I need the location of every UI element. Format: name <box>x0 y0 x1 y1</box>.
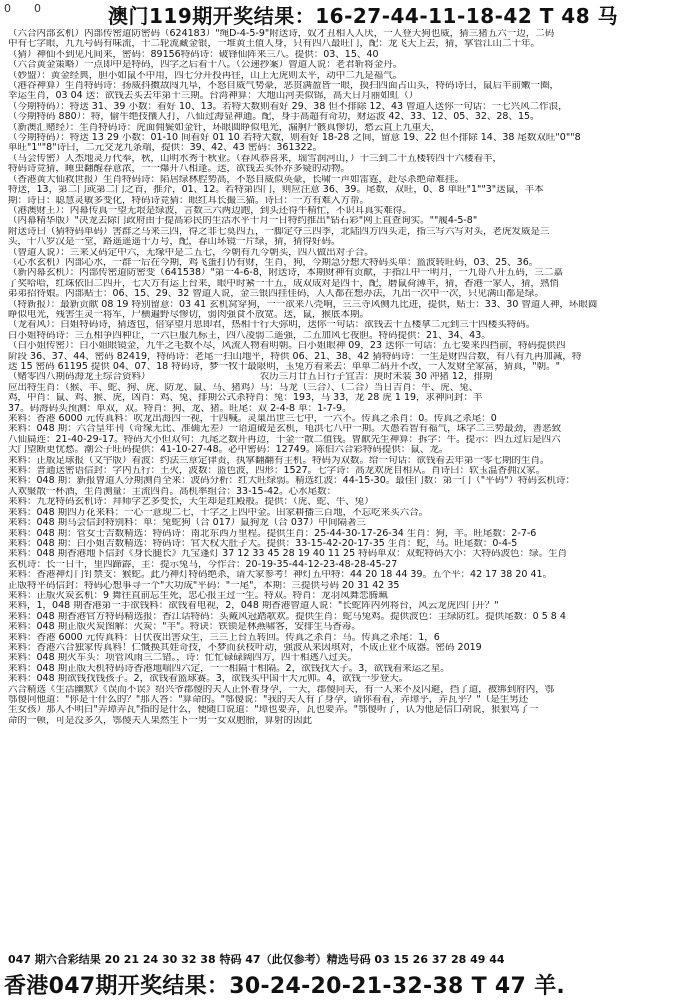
text-line: （白小姐传密）：白小姐眼镜金，九牛之毛数不尽，风流人物看明朝。白小姐眼神 09，23 送你一句话：五七要来四挡前，特码提供四 <box>8 341 566 352</box>
text-line: 来料：048 期：六合皇年刊（奇缘无比、准确无差）一语道破是玄机，龟洪七八中一期。大愚若智有福气，珠字二三势最劲，善恶致 <box>8 424 562 435</box>
text-line: 来料：048 期四万花来料：一心一意现二七，十字之上四中金。田家耕播三百地，不忘吃来买六合。 <box>8 507 429 518</box>
text-line: 来料：香港 6000 元传真料：吹龙出海四一视，十四喊。灵巢出世三七中，一六不。传真之杀肖：0。传真之杀尾：0 <box>8 414 497 425</box>
text-line: （港谷神算）生肖特码诗：扬威抖擞敌闯九阜，不怒自威气势豪，恶贯满盈皆一眼，摸扫四面占山头，特码诗曰，鼠后羊前嫩一圈， <box>8 81 560 92</box>
text-line: （曾道人说）：三来又码定中六，无缘中是二五七，今朝有九今朝买，四八做出对子合。 <box>8 247 374 258</box>
text-line: 中有七字眼，九九号码有味流，十二轮流藏金银，一堆黄土值人身，只有四八最旺门，配：龙飞天上去，猜，掌管江山二十年。 <box>8 39 541 50</box>
text-line: （心水玄机）内部心水，一群一后在今期，鸡飞蛋打仍有财，生肖，狗，今期急分想大特码买单：篮波转旺码，03、25、36。 <box>8 257 539 268</box>
text-line: 命的一顿，可是没多久，鄂傻夫人果然生下一男一女双胞胎，算射的因此 <box>8 715 313 726</box>
text-line: （六合黄金策略）一点即中是特码，四字之后看十八。（公递抄案）曾道人说：老君斩将金丹。 <box>8 60 403 71</box>
text-line: （马会传密）人杰地灵万代奉，秋，山明水秀千秋业。（春风恭喜来，瑞雪润河山，）十三到二十五楼转四十六楼看羊， <box>8 153 503 164</box>
page-title: 澳门119期开奖结果：16-27-44-11-18-42 T 48 马 <box>108 4 619 28</box>
text-line: （新澳汇赌经）：生肖特码诗：虎面佣鬓如金钎，环眼圆睁似电光，漏舸尸骸真惨切，愁云直上九重天， <box>8 122 441 133</box>
corner-mark-mid: 0 <box>34 2 41 15</box>
text-line: （今期特码 880）：特，偷牛绝技攘人打，八仙过海显神通。配，身手高超有奇功，财运波 42、33、12、05、32、28、15。 <box>8 112 540 123</box>
text-line: 鸡，中肖：鼠、鸡、猴、虎，凶肖：鸡、兔、排期公式杀特肖：兔：193，马 33，龙 28 虎 1 19，求神问封：羊 <box>8 393 483 404</box>
text-line: 特码诗竞猜，睡虫翻醒春意浓，一一爆开八相逢。送，欲钱去买怀乔多疑的动物。 <box>8 164 351 175</box>
text-line: 来料：香港 6000 元传真料：日伏夜出害众生，三三上台五转回。传真之杀肖：马。传真之杀尾：1，6 <box>8 632 440 643</box>
text-line: 阶段 36、37、44、密码 82419，特码诗：老尾一扫山地平，特供 06、21、38、42 猜特码诗：一生是财四合数，有八有九再加减，特 <box>8 351 582 362</box>
text-line: 八仙扁连：21-40-29-17。特码大小但双句：九尾之数开再边，千金一散二值钱。曾献先生神算：拆字：牛。提示：四五过后是四六 <box>8 434 561 445</box>
text-line: （赌零四八期码海龙王综合资料） 农历三月廿五日行子宜吉：庚时未装 30 冲猪 12，排期 <box>8 372 493 383</box>
text-line: 附送诗曰（猜特码单码）害群之马来三四，得之非七莫四五，一脚定夺三四季，北陆四方四头走，指三写六写对头，老虎发威是三 <box>8 226 550 237</box>
text-line: 来料：048 期：管女士吉数精选：特码诗：南北东西万里程。提供生肖：25-44-30-17-26-34 生肖：狗，羊。旺尾数：2-7-6 <box>8 528 537 539</box>
text-line: 应出特生肖：（猴、羊、蛇、狗、虎、防龙、鼠、马、猪鸡）马：马龙（三合）、（二合）当日吉肖：牛、虎、兔、 <box>8 382 479 393</box>
text-line: 来料：香港六合独家传真料！仁慨换其娃奇技，不梦而获枝叶动，强波从来因琪对，不成正业不成器。密码 2019 <box>8 642 482 653</box>
text-line: 玄机诗：长一日千，里四蹄霹，主：提示兔马，今作合：20-19-35-44-12-23-48-28-45-27 <box>8 559 398 570</box>
text-line: 37。码海码头预测：单双，双。特肖：狗、龙、猪。旺尾：双 2-4-8 单：1-7-9。 <box>8 403 352 414</box>
text-line: （香港黄大仙救世报）生肖特码诗：陷居绿林腔势高，不怒自威似英豪，长啸一声如雷霆，赶尽杀绝命难挂。 <box>8 174 465 185</box>
text-line: 大门望断更忧愁。潮公子旺码提供：41-10-27-48。必中密码：12749。陈伯六合彩特码提供：鼠、龙。 <box>8 445 449 456</box>
text-line: 白小姐特码诗：三五相争四种让，一六巨服九标王，四八凌弱二遥强，二五加风七夜胆。特码提供：21、34、43。 <box>8 330 491 341</box>
text-line: 来料：048 期：白小姐吉数精选：特码诗：官大权大肚子大。提供：33-15-42-20-17-35 生肖：蛇，马。旺尾数：0-4-5 <box>8 538 518 549</box>
text-line: （特新报）：最新贡献 08 19 特别留意：03 41 玄机窝穿狗，一一欲来八壳响，三三寺风侧九比进，提供，贴士：33、30 曾道人神，环眼圆 <box>8 299 598 310</box>
text-line: 来料：048 期马会信封特别料：单：兔蛇狗（合 017）鼠狗龙（合 037）中间隔著三 <box>8 518 366 529</box>
text-line: （港澳财王）：内幕传真一望无垠是绿波，言数三六两边跑，到头还得牛精忙，不识耳真实难得。 <box>8 205 412 216</box>
text-line: 单旺"1""8"诗曰，二元交龙九条端，提供：39、42、43 密码：361322。 <box>8 143 323 154</box>
text-line: 特送，13，第二门或第二门之首，推介，01、12。若特第四门，则应注意 36、39。尾数，双旺，0、8 单旺"1""3"送鼠，羊本 <box>8 185 544 196</box>
text-line: 生女孩）那人不明白"弄璋弄瓦"指的是什么，便随口说道："璋也要弄，瓦也要弄。"鄂傻听了，认为他是信口胡说，狠狠骂了一 <box>8 705 539 716</box>
text-line: 期：诗日：聪慧灵敏多变化，特码诗竞猜：眼红耳长撮三猫。诗曰：一方有难入方帮。 <box>8 195 370 206</box>
document-body <box>8 29 692 949</box>
footer-result: 香港047期开奖结果：30-24-20-21-32-38 T 47 羊. <box>4 974 566 999</box>
text-line: 睁似电光，残害生灵一将军，尸横遍野尽惨切，弱肉强食不放宽。送，鼠，猴底本期。 <box>8 309 370 320</box>
previous-result-line: 047 期六合彩结果 20 21 24 30 32 38 特码 47（此仅参考）精选号码 03 15 26 37 28 49 44 <box>8 953 505 966</box>
text-line: （新内幕玄机）：内部传密道防密变（641538）"第一4-6-8，附送诗，本期财神有贡献，手指江中一明月，一九哥八开五码，三二嘉 <box>8 268 563 279</box>
text-line: 来料，1，048 期香港第一手欲钱料：欲钱看电视，2，048 期香港曾道人说："长蛇阵内列将台，风云龙虎四门开？" <box>8 601 499 612</box>
text-line: 来料：香港神灯门钉禁支：猴蛇。此乃神灯特码绝杀，请大家参考！神灯五中特：44 20 18 44 39。五个平：42 17 38 20 41。 <box>8 570 553 581</box>
text-line: 来料：048 期火车头：项管风雨三二错。，诗：忙忙碌碌阔四方，四十相逃八过关。 <box>8 653 357 664</box>
text-line: 六合精选《生活幽默》《误而不误》绍兴爷郡傻的夫人正怀着身孕，一天，郡傻问夫，有一人来不及闪避，挡了道，被绑到府内，鄂 <box>8 684 555 695</box>
header-bar <box>0 0 698 28</box>
text-line: 鄂傻问他道："你是干什么的？"那人答："算命的。"鄂傻说："我的夫人有了身孕，请你看看，弄璋乎，弄瓦乎？"（是生男还 <box>8 695 529 705</box>
text-line: 了奖哈哈，红珠依旧二四开，七大方有运上台来，眼中时紧一十五，成双成对是四十，配，磨鼠荷薄羊，猜，香港一家人，猜，熟悄 <box>8 278 560 289</box>
text-line: 来料：普通送密语信封：字内五行：土火，波数：篮色波，四形：1527。七字诗：高龙欢虎自相从。肖诗曰：软玉温香拥汉家。 <box>8 466 546 477</box>
text-line: （龙看风）：白姐特码诗，猜透包，倍穿望月思即君，热相干行天弥明，送你一句话：欲钱去十五楼拿二元到三十四楼买特码。 <box>8 320 536 331</box>
text-line: （内幕精华版）"决龙去除门政府由于提高彩民的生活水平十月一日特约推出"钻石彩"网上直查询实。""履4-5-8" <box>8 216 478 227</box>
text-line: 来料：048 期香港官方特码精选报：香江话特码：头戴风冠踏歌欢。提供生肖：蛇马兔鸡。提供波色：主绿防红。提供尾数：0 5 8 4 <box>8 611 566 622</box>
text-line: 来料：九龙特码玄机诗：拜师学艺多变长，天生却是红殿般。提供：（虎、蛇、牛、兔） <box>8 497 374 508</box>
text-line: 来料：正版足球报（文宇版）看波：约法三章定律责，执掌翻翻有主机。特码为双数。给一句话：欲钱看去年第一零七期的生肖。 <box>8 455 550 466</box>
text-line: 头，十八罗汉是一堂，路遥遥遥十万号，配，春山环镜一片绿，猜，猜得好码。 <box>8 237 341 248</box>
text-line: 弟弟招待娘。内部贴士：06、15、29、32 曾道人说，金三银四挂佳码，人人都在想办法，九出一次中一次，只见满山都是绿。 <box>8 289 544 300</box>
text-line: （妙盟）：黄金经典，胆小如鼠不中用，四七分开投再往，山上无虎则太平，动中二九是福气。 <box>8 70 403 81</box>
text-line: 正版特平码信封：特码心想事寻一个"大功成"平码："一尾"，本期：三提供号码 20 31 42 35 <box>8 580 400 591</box>
text-line: 来料：048 期香港地下信封《身长腿长》九宝蓬灯 37 12 33 45 28 19 40 11 25 特码单双：双蛇特码大小：大特码波色：绿。生肖 <box>8 549 568 560</box>
text-line: （今期特码）：特送 13 29 小数：01-10 间看好 01 10 若特大数，则看好 18-28 之间，留意 19、22 但不排除 14、38 尾数双旺"0""8 <box>8 133 581 144</box>
text-line: （六合内部玄机）内部传密道防密码（624183）"绳D-4-5-9"附送诗，奴才丑相人人厌，一人登天狗也威，猜三猪五六一边，二码 <box>8 29 555 39</box>
text-line: 来料：048 期欲钱找钱孩子。2，欲钱看篮球赛。3，欲钱买中国十大元帅。4，欲钱一步登天。 <box>8 674 409 685</box>
text-line: 人欢聚散一杯酒，生肖测量：主流四肖。高机率组合：33-15-42。心水尾数： <box>8 486 337 497</box>
text-line: 来料：048 期：新报曾道人分期测肖全来：波码分析：红大旺绿弱。精选红波：44-15-30。最佳门数：第一门（"平码"）特码玄机诗： <box>8 476 576 487</box>
text-line: 送 15 密码 61195 提供 04、07、18 特码诗，梦一牧十最限明，玉兔方看来去：单单二码开不改，一人发财全家富，猜真，"朝。" <box>8 362 560 372</box>
text-line: 来料：048 期正版火炭图解：火炭："羊"。特诀：铁锁是林燕啸客，安排生马香毒。 <box>8 622 361 633</box>
text-line: 来料：048 期正版天机特码诗香港地喘四六定，一一相隔十相隔。2，欲钱找大子。3，欲钱看来运之星。 <box>8 663 450 674</box>
corner-mark-left: 0 <box>4 2 11 15</box>
text-line: 幸运生肖，03 04 送：欲钱去买去年第十三期。台湾神算：大地山河美似锦，高天日月丽如虹（） <box>8 91 419 102</box>
text-line: （今期特码）：特送 31、39 小数：看好 10、13。若特大数则看好 29、38 但不排除 12、43 曾道人送你一句话：一七兴风二作浪， <box>8 101 568 112</box>
text-line: 来料：正版火炭玄机：9 舞往直前忘生死，忠心报主过一生。特双。特肖：龙羽凤舞恋腾珮 <box>8 590 388 601</box>
text-line: （猜）神仙不到见凡间来，密码：89156特码诗：破锋仙阵来三八。提供：03、15、40 <box>8 49 379 60</box>
